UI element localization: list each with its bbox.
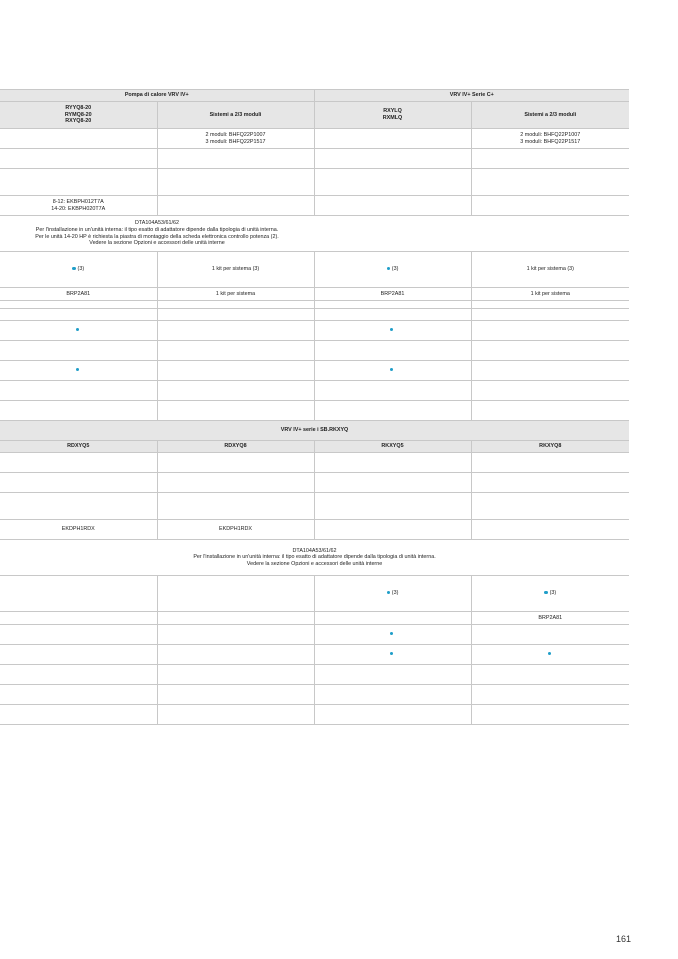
table-row	[0, 216, 629, 252]
column-header-rkxyq5: RKXYQ5	[314, 441, 471, 453]
table-group-header-row	[0, 421, 629, 441]
table-cell	[314, 401, 471, 421]
table-cell	[471, 520, 629, 540]
table-note-cell: DTA104A53/61/62 Per l'installazione in un'unità interna: il tipo esatto di adattatore dipende dalla tipologia di unità interna. Vedere la sezione Opzioni e accessori delle unità interne	[0, 540, 629, 576]
table-cell	[157, 321, 314, 341]
table-cell	[0, 381, 157, 401]
dot-icon	[548, 652, 551, 655]
table-cell: EKDPH1RDX	[157, 520, 314, 540]
table-cell	[0, 705, 157, 725]
table-cell	[0, 301, 157, 309]
table-row	[0, 309, 629, 321]
table-cell	[157, 301, 314, 309]
table-cell: BRP2A81	[314, 288, 471, 301]
table-row	[0, 321, 629, 341]
table-cell: 1 kit per sistema (3)	[471, 252, 629, 288]
table-cell	[0, 453, 157, 473]
table-cell	[471, 473, 629, 493]
table-cell: EKDPH1RDX	[0, 520, 157, 540]
table-cell	[471, 705, 629, 725]
table-cell	[157, 453, 314, 473]
table-cell	[0, 665, 157, 685]
table-cell	[157, 645, 314, 665]
table-cell: 8-12: EKBPH012T7A 14-20: EKBPH020T7A	[0, 196, 157, 216]
table-cell	[314, 473, 471, 493]
dot-icon	[72, 267, 75, 270]
column-header-rdxyq5: RDXYQ5	[0, 441, 157, 453]
dot-icon	[76, 368, 79, 371]
table-cell	[314, 216, 629, 252]
table-cell: 2 moduli: BHFQ22P1007 3 moduli: BHFQ22P1517	[471, 129, 629, 149]
table-row	[0, 196, 629, 216]
table-row	[0, 361, 629, 381]
table-cell	[157, 401, 314, 421]
table-row	[0, 301, 629, 309]
table-cell	[471, 576, 629, 612]
table-cell: 1 kit per sistema	[471, 288, 629, 301]
table-cell	[314, 169, 471, 196]
table-cell	[0, 645, 157, 665]
table-cell	[471, 361, 629, 381]
group-header-pompa-di-calore: Pompa di calore VRV IV+	[0, 90, 314, 102]
table-cell	[0, 321, 157, 341]
table-cell	[0, 493, 157, 520]
table-cell	[314, 520, 471, 540]
dot-icon	[390, 328, 393, 331]
table-cell	[314, 321, 471, 341]
table-cell	[471, 665, 629, 685]
table-row	[0, 645, 629, 665]
table-vrv-serie-i	[0, 420, 629, 725]
group-header-serie-c: VRV IV+ Serie C+	[314, 90, 629, 102]
table-cell	[157, 381, 314, 401]
table-row	[0, 401, 629, 421]
column-header-rxylq: RXYLQ RXMLQ	[314, 102, 471, 129]
table-cell	[314, 493, 471, 520]
table-cell	[157, 665, 314, 685]
table-cell	[157, 576, 314, 612]
table-cell	[0, 149, 157, 169]
table-cell	[314, 685, 471, 705]
dot-icon	[390, 368, 393, 371]
table-column-header-row	[0, 102, 629, 129]
table-row	[0, 685, 629, 705]
table-cell	[471, 321, 629, 341]
table-note-cell: DTA104A53/61/62 Per l'installazione in un'unità interna: il tipo esatto di adattatore dipende dalla tipologia di unità interna. Per le unità 14-20 HP è richiesta la piastra di montaggio della scheda elettronica controllo potenza (2). Vedere la sezione Opzioni e accessori delle unità interne	[0, 216, 314, 252]
table-cell	[314, 705, 471, 725]
table-row	[0, 252, 629, 288]
table-cell	[157, 309, 314, 321]
table-cell	[0, 401, 157, 421]
table-cell	[0, 309, 157, 321]
table-cell	[0, 252, 157, 288]
table-row	[0, 341, 629, 361]
table-vrv-iv-plus	[0, 89, 629, 421]
table-row	[0, 129, 629, 149]
dot-icon	[387, 591, 390, 594]
table-cell	[314, 149, 471, 169]
table-cell	[157, 685, 314, 705]
table-cell	[0, 169, 157, 196]
table-cell	[314, 453, 471, 473]
table-row	[0, 288, 629, 301]
table-row	[0, 520, 629, 540]
table-cell	[471, 301, 629, 309]
table-row	[0, 149, 629, 169]
table-cell	[314, 341, 471, 361]
table-cell: BRP2A81	[471, 612, 629, 625]
column-header-sistemi-moduli-c: Sistemi a 2/3 moduli	[471, 102, 629, 129]
table-cell-label: (3)	[391, 590, 399, 597]
group-header-serie-i: VRV IV+ serie i SB.RKXYQ	[0, 421, 629, 441]
table-cell	[471, 453, 629, 473]
table-cell	[471, 401, 629, 421]
table-cell	[314, 665, 471, 685]
table-cell	[314, 612, 471, 625]
table-cell	[314, 309, 471, 321]
table-cell	[471, 381, 629, 401]
dot-icon	[390, 652, 393, 655]
table-cell	[0, 612, 157, 625]
table-cell	[314, 301, 471, 309]
table-column-header-row	[0, 441, 629, 453]
column-header-ryyq: RYYQ8-20 RYMQ8-20 RXYQ8-20	[0, 102, 157, 129]
column-header-rdxyq8: RDXYQ8	[157, 441, 314, 453]
table-row	[0, 625, 629, 645]
table-cell	[471, 645, 629, 665]
table-cell	[314, 381, 471, 401]
table-cell	[157, 705, 314, 725]
table-cell: 1 kit per sistema (3)	[157, 252, 314, 288]
table-cell	[471, 309, 629, 321]
table-row	[0, 169, 629, 196]
table-row	[0, 612, 629, 625]
table-cell-label: (3)	[391, 266, 399, 273]
table-cell	[471, 685, 629, 705]
table-cell	[0, 341, 157, 361]
dot-icon	[544, 591, 547, 594]
dot-icon	[390, 632, 393, 635]
table-cell	[157, 612, 314, 625]
table-cell: BRP2A81	[0, 288, 157, 301]
table-cell-label: (3)	[549, 590, 557, 597]
table-cell	[0, 473, 157, 493]
table-row	[0, 453, 629, 473]
table-cell	[471, 196, 629, 216]
table-cell	[0, 361, 157, 381]
table-cell	[471, 493, 629, 520]
table-cell	[314, 361, 471, 381]
table-cell	[0, 129, 157, 149]
table-cell	[157, 196, 314, 216]
table-cell	[314, 129, 471, 149]
table-cell	[0, 576, 157, 612]
table-row	[0, 493, 629, 520]
table-cell	[157, 169, 314, 196]
table-cell: 2 moduli: BHFQ22P1007 3 moduli: BHFQ22P1517	[157, 129, 314, 149]
table-cell	[0, 685, 157, 705]
table-row	[0, 705, 629, 725]
dot-icon	[76, 328, 79, 331]
table-cell	[157, 149, 314, 169]
table-row	[0, 665, 629, 685]
table-cell	[314, 576, 471, 612]
table-cell	[314, 625, 471, 645]
table-cell	[157, 473, 314, 493]
table-cell	[157, 341, 314, 361]
table-cell	[314, 645, 471, 665]
table-row	[0, 540, 629, 576]
dot-icon	[387, 267, 390, 270]
table-cell	[471, 341, 629, 361]
table-cell	[314, 252, 471, 288]
table-row	[0, 473, 629, 493]
table-cell	[0, 625, 157, 645]
table-row	[0, 576, 629, 612]
table-cell-label: (3)	[77, 266, 85, 273]
table-group-header-row	[0, 90, 629, 102]
table-cell	[157, 625, 314, 645]
table-row	[0, 381, 629, 401]
table-cell	[157, 493, 314, 520]
column-header-rkxyq8: RKXYQ8	[471, 441, 629, 453]
table-cell	[471, 149, 629, 169]
table-cell	[471, 625, 629, 645]
table-cell: 1 kit per sistema	[157, 288, 314, 301]
page-number: 161	[616, 934, 632, 944]
table-cell	[471, 169, 629, 196]
table-cell	[314, 196, 471, 216]
table-cell	[157, 361, 314, 381]
column-header-sistemi-moduli: Sistemi a 2/3 moduli	[157, 102, 314, 129]
